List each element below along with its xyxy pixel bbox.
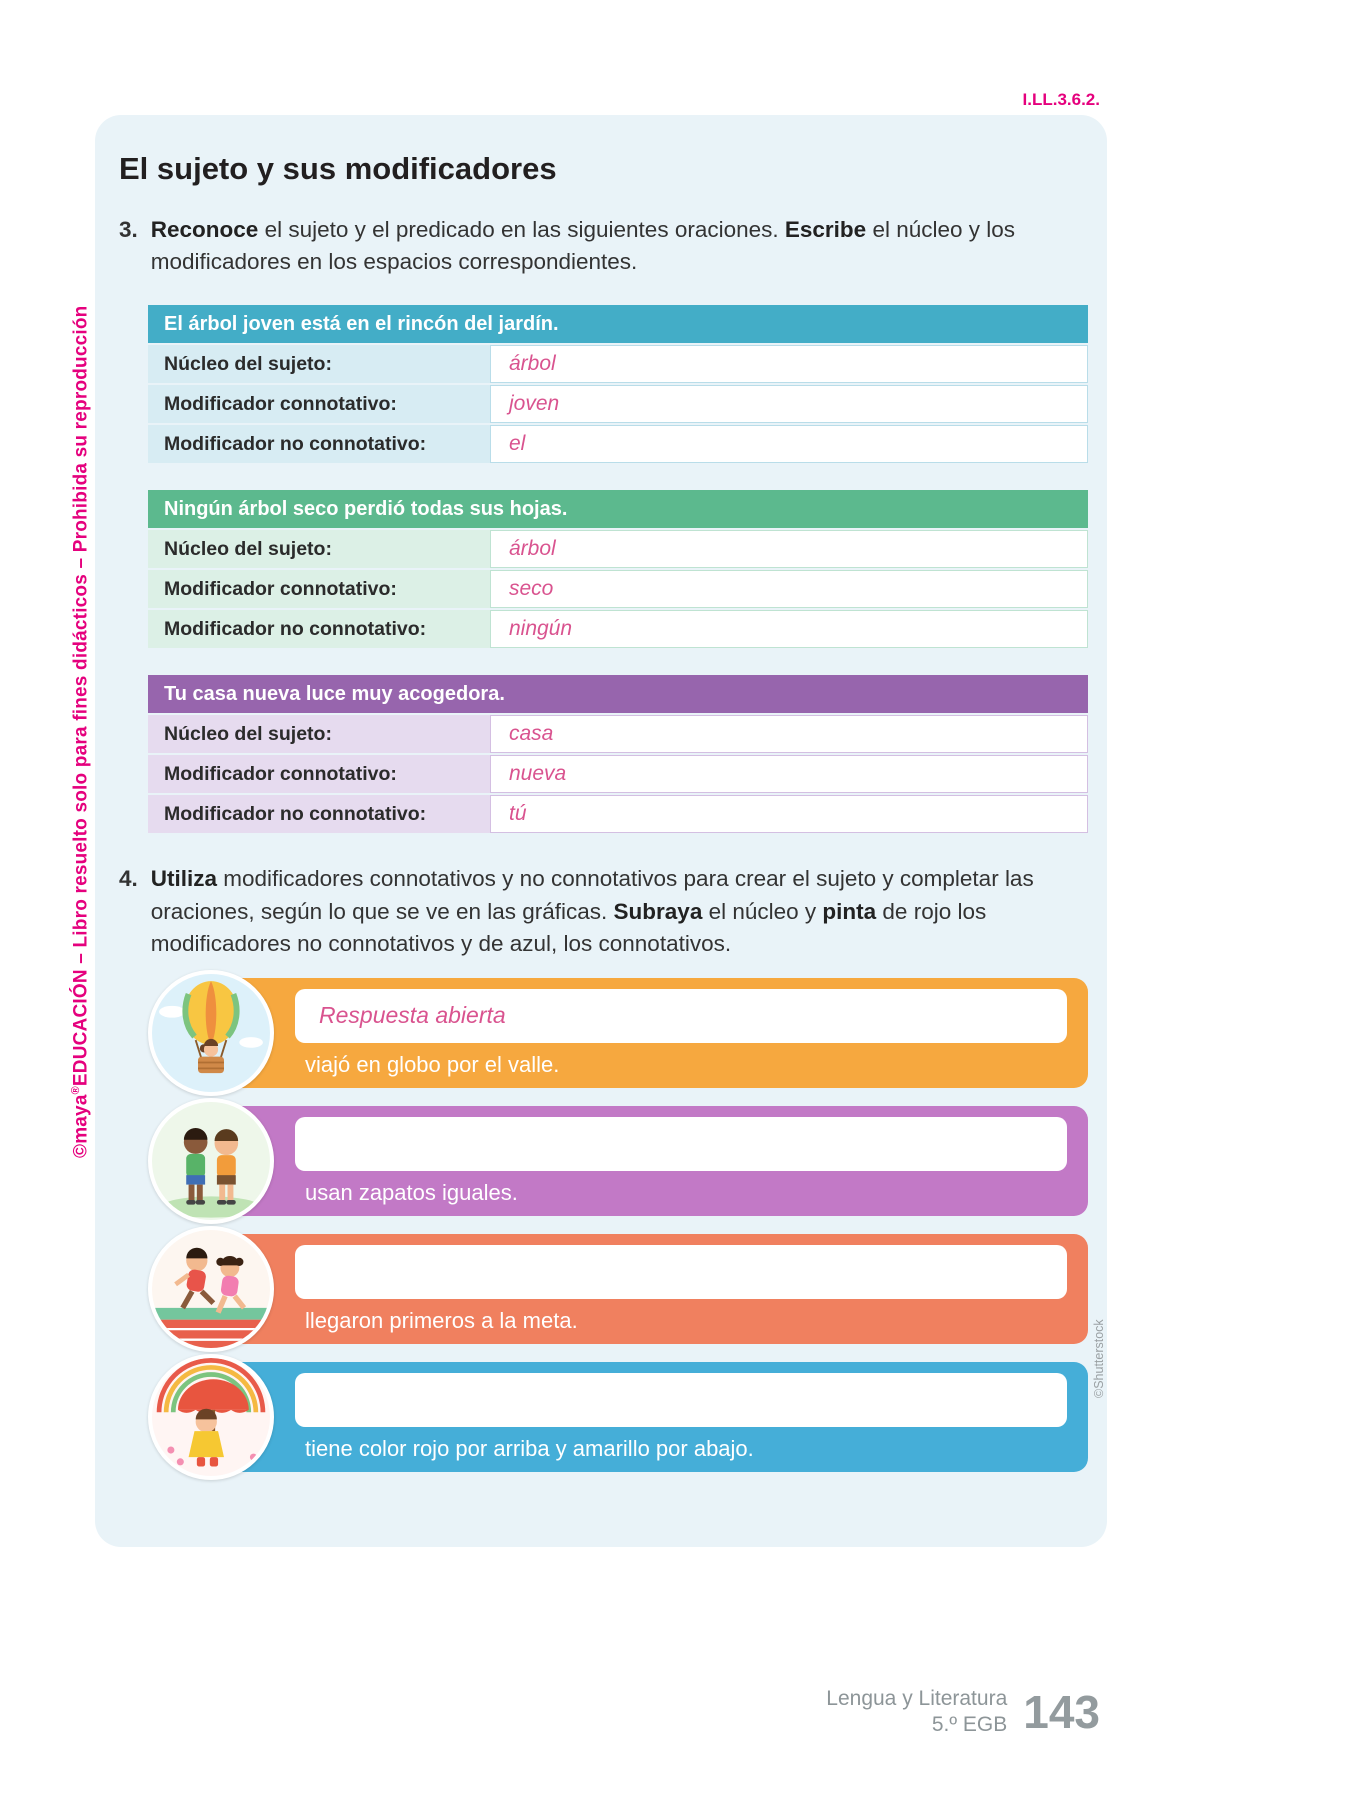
answer-field[interactable]: árbol [490,530,1088,568]
two-children-icon [152,1102,270,1220]
table-row [148,570,1088,608]
illustration-circle [148,1226,274,1352]
exercise-4-number: 4. [119,866,138,892]
item-banner [210,1362,1088,1472]
row-label: Modificador connotativo: [148,385,490,423]
predicate-label: usan zapatos iguales. [305,1179,518,1205]
running-children-icon [152,1230,270,1348]
table-row [148,610,1088,648]
publisher-brand: ©maya [70,1094,92,1158]
exercise-3-instruction: 3. Reconoce el sujeto y el predicado en las siguientes oraciones. Escribe el núcleo y los modificadores en los espacios correspondientes. [119,214,1064,278]
predicate-label: tiene color rojo por arriba y amarillo por abajo. [305,1435,754,1461]
table-row [148,385,1088,423]
sentence-item-3 [148,1234,1088,1344]
row-label: Modificador no connotativo: [148,425,490,463]
item-banner [210,1234,1088,1344]
row-label: Modificador connotativo: [148,755,490,793]
hot-air-balloon-icon [152,974,270,1092]
answer-box[interactable]: Respuesta abierta [295,989,1067,1043]
predicate-label: viajó en globo por el valle. [305,1051,560,1077]
row-label: Modificador no connotativo: [148,795,490,833]
table-row [148,345,1088,383]
row-label: Núcleo del sujeto: [148,530,490,568]
item-banner [210,978,1088,1088]
exercise-3-number: 3. [119,217,138,242]
sentence-table-2 [148,490,1088,648]
sentence-table-1 [148,305,1088,463]
row-label: Núcleo del sujeto: [148,715,490,753]
answer-field[interactable]: nueva [490,755,1088,793]
illustration-circle [148,970,274,1096]
answer-field[interactable]: joven [490,385,1088,423]
answer-field[interactable]: tú [490,795,1088,833]
page-title: El sujeto y sus modificadores [119,151,557,186]
sentence-item-1 [148,978,1088,1088]
answer-field[interactable]: ningún [490,610,1088,648]
answer-box[interactable] [295,1117,1067,1171]
table-row [148,530,1088,568]
footer-subject: Lengua y Literatura [826,1687,1008,1710]
answer-field[interactable]: el [490,425,1088,463]
table-row [148,715,1088,753]
sentence-item-4 [148,1362,1088,1472]
answer-field[interactable]: casa [490,715,1088,753]
predicate-label: llegaron primeros a la meta. [305,1307,578,1333]
copyright-text: EDUCACIÓN – Libro resuelto solo para fines didácticos – Prohibida su reproducción [70,305,92,1087]
answer-box[interactable] [295,1245,1067,1299]
page-footer [826,1686,1100,1739]
table-row [148,755,1088,793]
content-panel [95,115,1107,1547]
registered-mark: ® [70,1086,82,1095]
curriculum-code: I.LL.3.6.2. [1022,90,1100,109]
row-label: Modificador no connotativo: [148,610,490,648]
sentence-header: El árbol joven está en el rincón del jardín. [148,305,1088,343]
answer-box[interactable] [295,1373,1067,1427]
page-number: 143 [1023,1686,1100,1739]
table-row [148,425,1088,463]
copyright-sidebar [70,305,92,1158]
item-banner [210,1106,1088,1216]
answer-field[interactable]: árbol [490,345,1088,383]
sentence-item-2 [148,1106,1088,1216]
answer-field[interactable]: seco [490,570,1088,608]
child-with-umbrella-icon [152,1358,270,1476]
row-label: Modificador connotativo: [148,570,490,608]
shutterstock-credit: ©Shutterstock [1092,1319,1106,1398]
illustration-circle [148,1354,274,1480]
sentence-table-3 [148,675,1088,833]
footer-grade: 5.º EGB [931,1713,1008,1737]
table-row [148,795,1088,833]
row-label: Núcleo del sujeto: [148,345,490,383]
sentence-header: Ningún árbol seco perdió todas sus hojas. [148,490,1088,528]
sentence-header: Tu casa nueva luce muy acogedora. [148,675,1088,713]
exercise-4-instruction: 4. Utiliza modificadores connotativos y no connotativos para crear el sujeto y completar las oraciones, según lo que se ve en las gráficas. Subraya el núcleo y pinta de rojo los modificadores no connotativos y de azul, los connotativos. [119,863,1064,960]
illustration-circle [148,1098,274,1224]
